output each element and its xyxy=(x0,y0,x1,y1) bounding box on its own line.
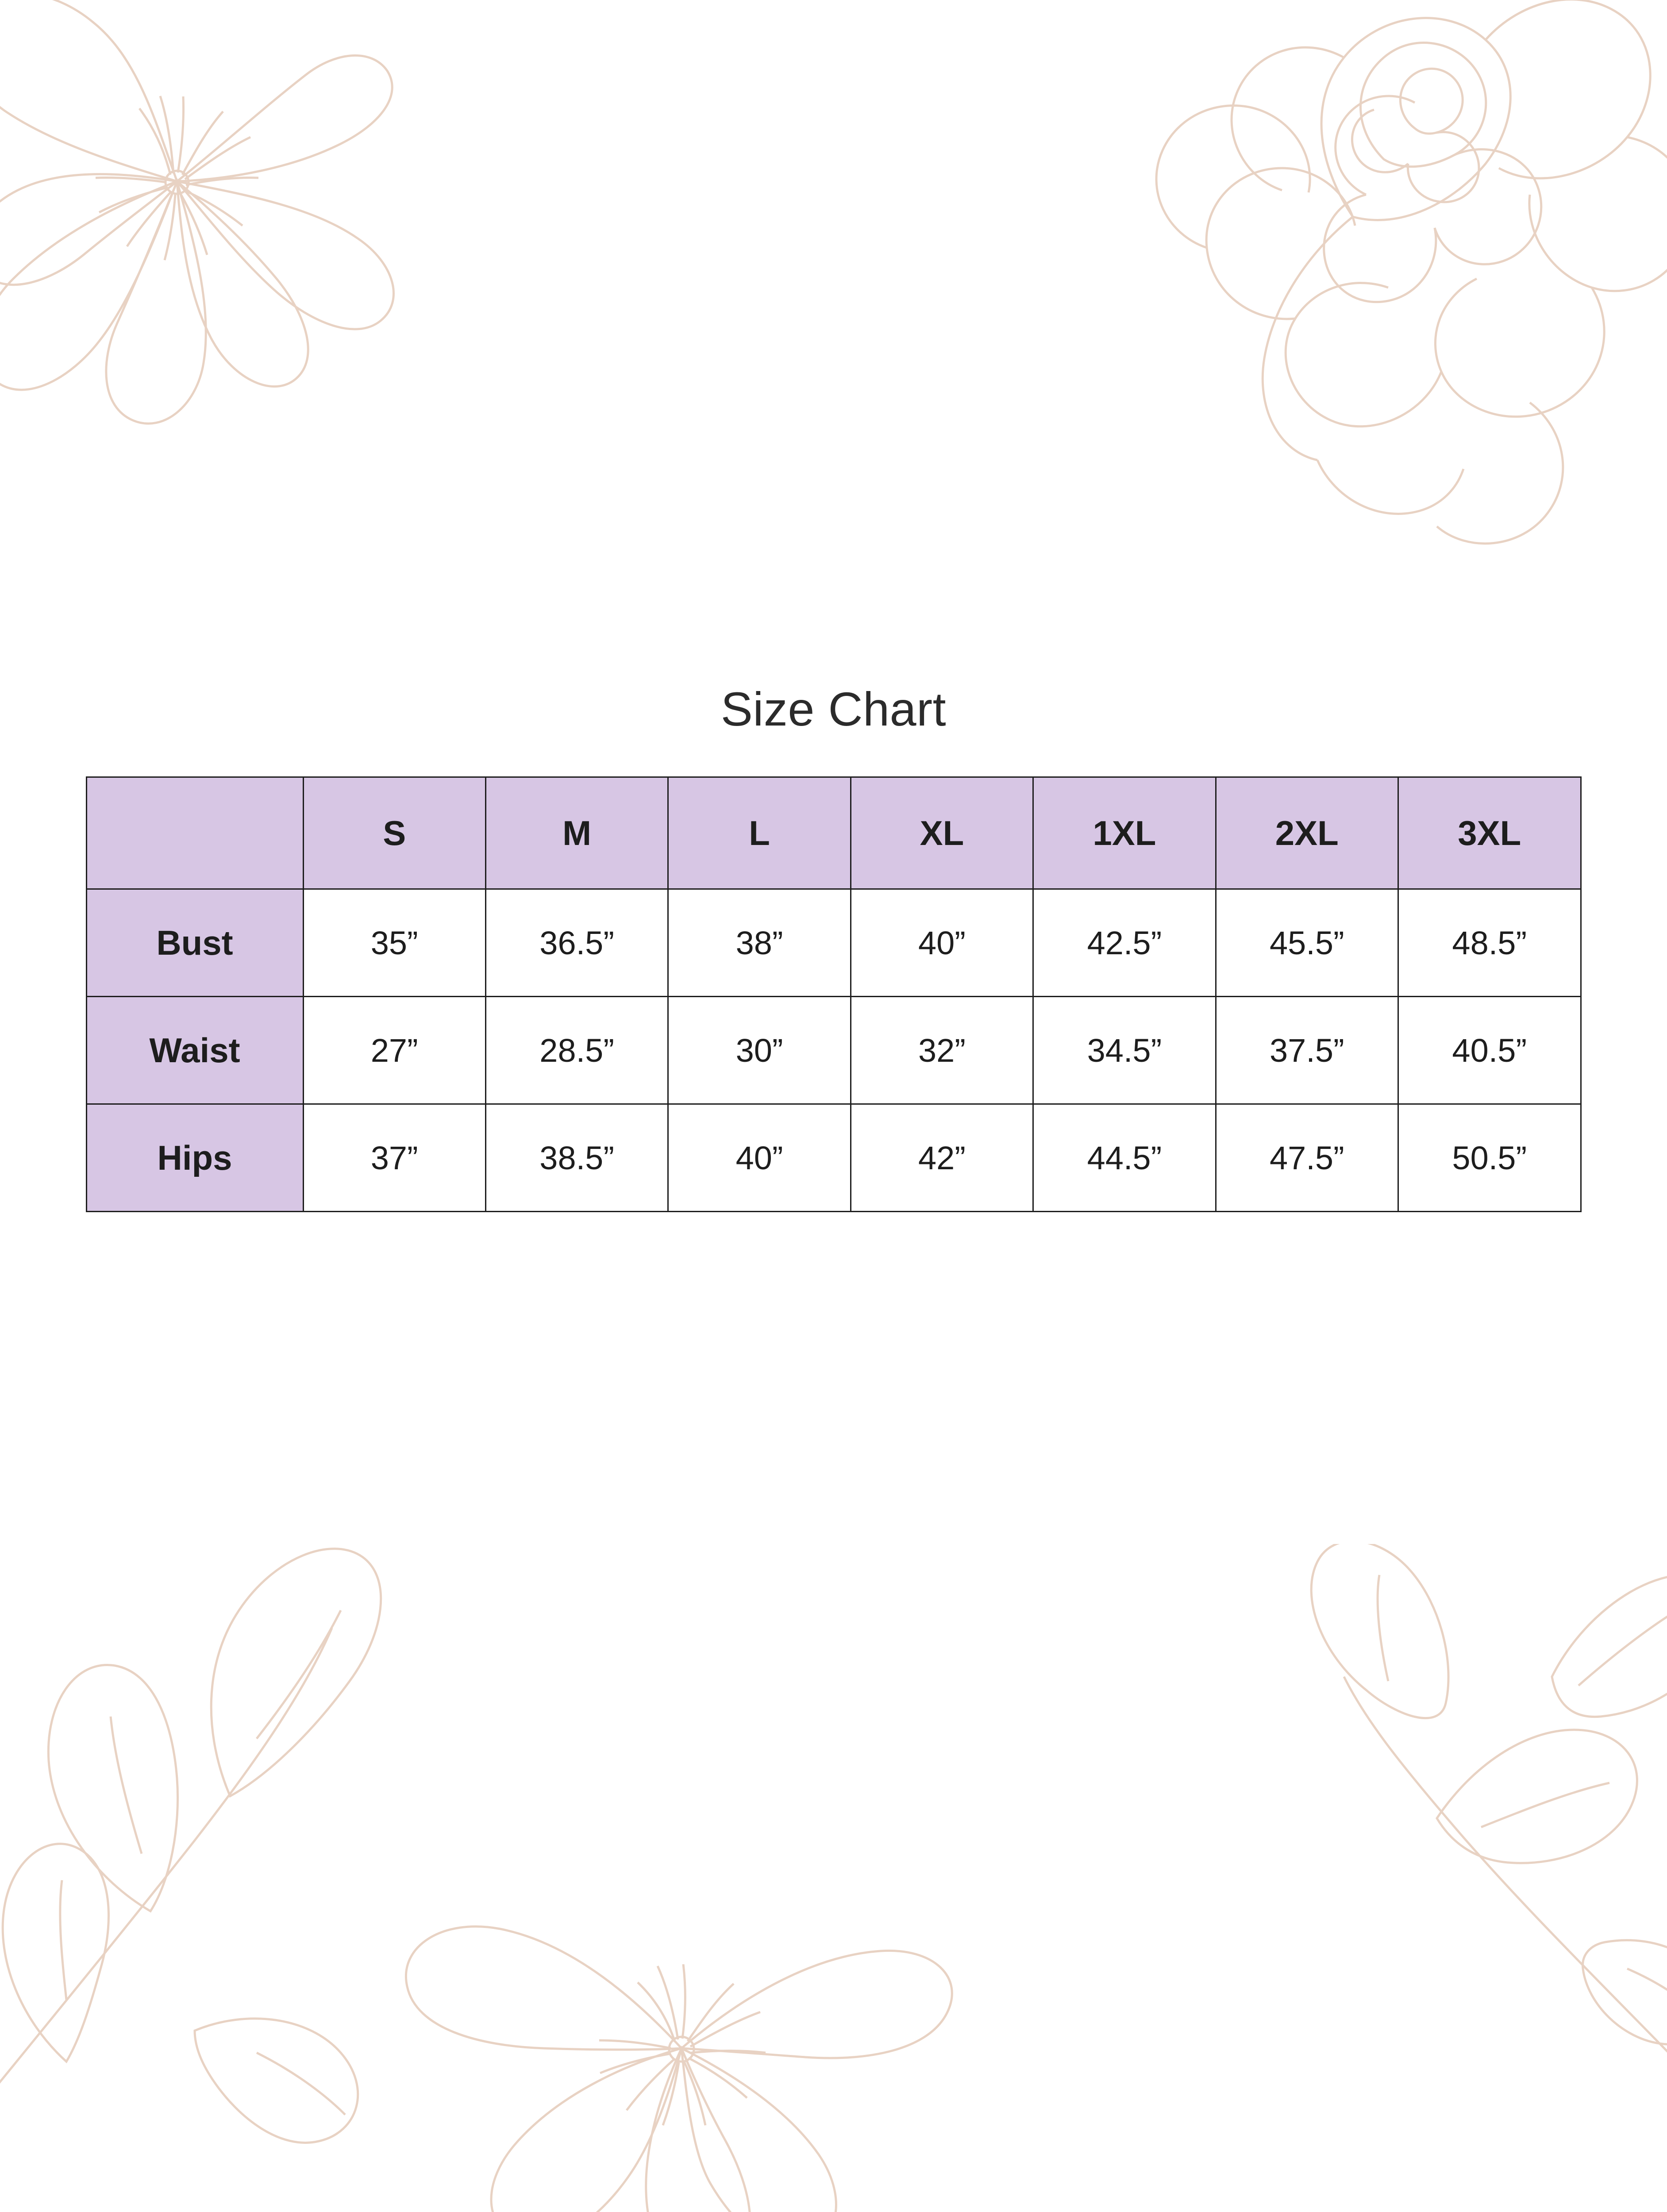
size-chart-content xyxy=(0,681,1667,1212)
cell-bust-m: 36.5” xyxy=(485,889,668,997)
size-table-header xyxy=(86,777,1581,889)
size-table-wrapper xyxy=(86,776,1582,1212)
column-header-2xl: 2XL xyxy=(1216,777,1398,889)
cell-hips-m: 38.5” xyxy=(485,1104,668,1212)
row-header-waist: Waist xyxy=(86,997,303,1104)
column-header-xl: XL xyxy=(851,777,1033,889)
column-header-l: L xyxy=(668,777,851,889)
cell-waist-2xl: 37.5” xyxy=(1216,997,1398,1104)
table-corner-cell xyxy=(86,777,303,889)
cell-bust-1xl: 42.5” xyxy=(1033,889,1216,997)
cell-hips-1xl: 44.5” xyxy=(1033,1104,1216,1212)
cell-hips-3xl: 50.5” xyxy=(1398,1104,1581,1212)
column-header-m: M xyxy=(485,777,668,889)
column-header-s: S xyxy=(303,777,485,889)
cell-bust-xl: 40” xyxy=(851,889,1033,997)
cell-bust-s: 35” xyxy=(303,889,485,997)
table-row xyxy=(86,997,1581,1104)
table-row xyxy=(86,1104,1581,1212)
cell-waist-xl: 32” xyxy=(851,997,1033,1104)
cell-waist-3xl: 40.5” xyxy=(1398,997,1581,1104)
table-header-row xyxy=(86,777,1581,889)
cell-bust-3xl: 48.5” xyxy=(1398,889,1581,997)
floral-clematis-top-left-icon xyxy=(0,0,434,615)
cell-hips-xl: 42” xyxy=(851,1104,1033,1212)
floral-leaf-branch-bottom-right-icon xyxy=(1189,1544,1667,2119)
column-header-3xl: 3XL xyxy=(1398,777,1581,889)
row-header-bust: Bust xyxy=(86,889,303,997)
cell-hips-l: 40” xyxy=(668,1104,851,1212)
column-header-1xl: 1XL xyxy=(1033,777,1216,889)
size-table-body xyxy=(86,889,1581,1212)
floral-leaf-branch-bottom-left-icon xyxy=(0,1389,474,2212)
cell-waist-s: 27” xyxy=(303,997,485,1104)
cell-waist-m: 28.5” xyxy=(485,997,668,1104)
cell-hips-2xl: 47.5” xyxy=(1216,1104,1398,1212)
cell-waist-1xl: 34.5” xyxy=(1033,997,1216,1104)
page-title: Size Chart xyxy=(720,682,947,736)
cell-bust-l: 38” xyxy=(668,889,851,997)
floral-clematis-bottom-center-icon xyxy=(345,1783,1009,2212)
size-table xyxy=(86,776,1582,1212)
row-header-hips: Hips xyxy=(86,1104,303,1212)
cell-bust-2xl: 45.5” xyxy=(1216,889,1398,997)
table-row xyxy=(86,889,1581,997)
floral-peony-top-right-icon xyxy=(1043,0,1667,597)
cell-hips-s: 37” xyxy=(303,1104,485,1212)
cell-waist-l: 30” xyxy=(668,997,851,1104)
